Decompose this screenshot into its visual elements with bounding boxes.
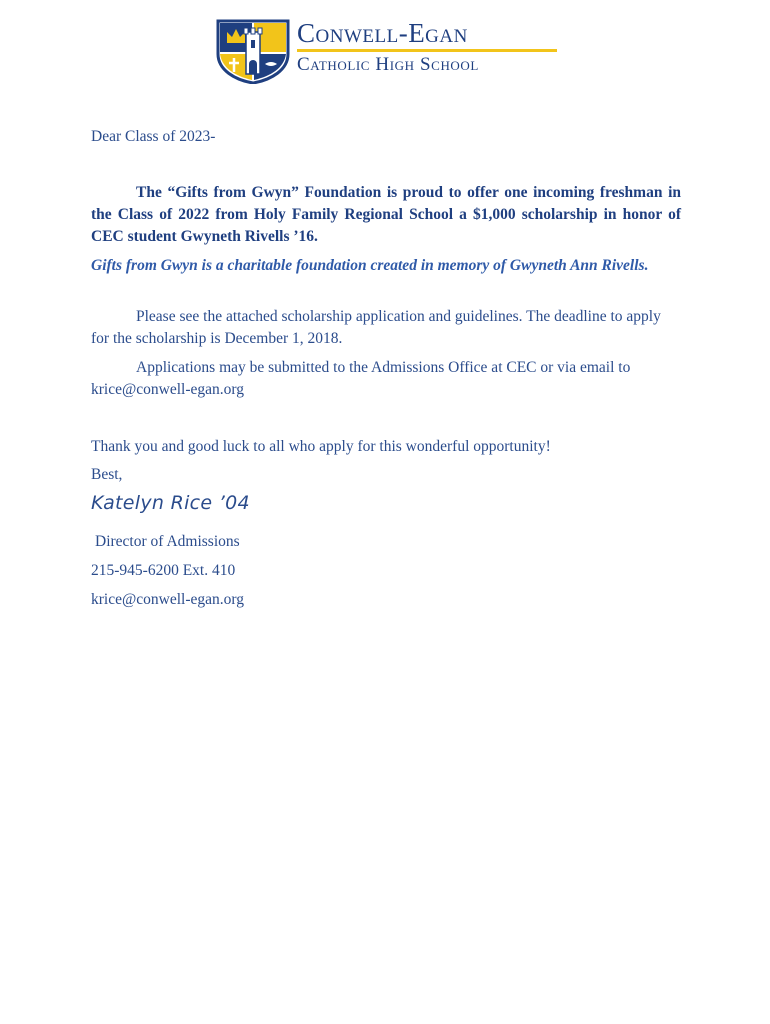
thank-you-line: Thank you and good luck to all who apply for this wonderful opportunity!: [91, 438, 551, 455]
foundation-note: Gifts from Gwyn is a charitable foundation created in memory of Gwyneth Ann Rivells.: [91, 257, 649, 274]
deadline-paragraph: Please see the attached scholarship application and guidelines. The deadline to apply for the scholarship is December 1, 2018.: [91, 308, 661, 347]
submission-paragraph: Applications may be submitted to the Admissions Office at CEC or via email to krice@conwell-egan.org: [91, 359, 631, 398]
school-crest-logo: [215, 18, 291, 84]
signer-phone: 215-945-6200 Ext. 410: [91, 562, 236, 579]
letterhead: [215, 18, 565, 86]
letterhead-gold-rule: [297, 49, 557, 52]
signer-email: krice@conwell-egan.org: [91, 591, 244, 608]
school-name-primary: Conwell-Egan: [297, 18, 468, 48]
greeting: Dear Class of 2023-: [91, 128, 216, 145]
signature: Katelyn Rice ’04: [91, 492, 250, 514]
signer-title: Director of Admissions: [95, 533, 240, 550]
closing: Best,: [91, 466, 123, 483]
school-name-secondary: Catholic High School: [297, 54, 479, 75]
scholarship-announcement: The “Gifts from Gwyn” Foundation is proud to offer one incoming freshman in the Class of 2022 from Holy Family Regional School a $1,000 scholarship in honor of CEC student Gwyneth Rivells ’16.: [91, 184, 681, 245]
